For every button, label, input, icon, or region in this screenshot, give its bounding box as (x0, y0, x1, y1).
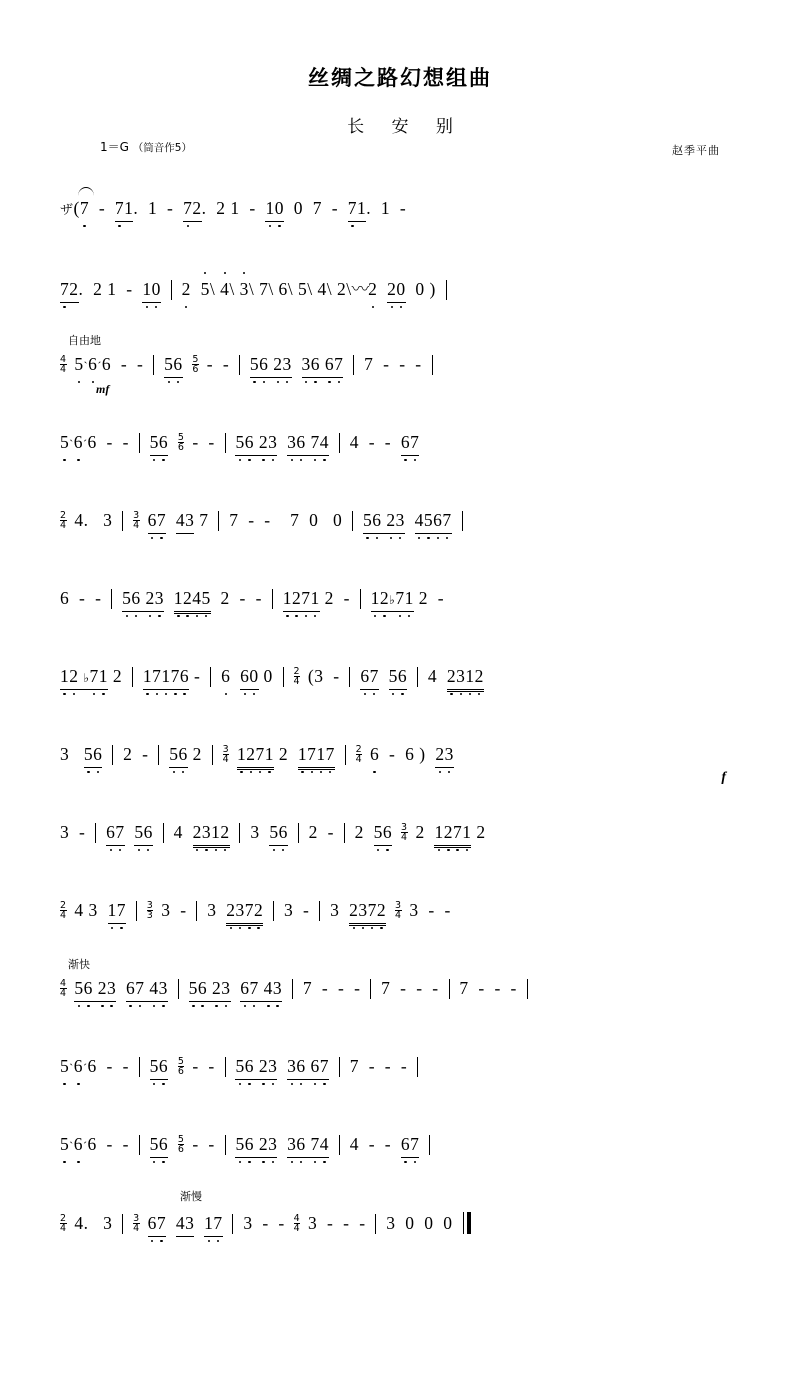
key-signature-note: （筒音作5） (132, 142, 192, 154)
score-notes-line: $\frac{2}{4}$ 4 3 17 $\frac{3}{3}$ 3 - 3 2372 3 - 3 2372 $\frac{3}{4}$ 3 - - (60, 900, 750, 926)
final-barline (463, 1212, 471, 1239)
tempo-marking: 自由地 (68, 334, 101, 347)
score-system (60, 1190, 750, 1268)
score-notes-line: $\frac{2}{4}$ 4. 3 $\frac{3}{4}$ 67 43 17 3 - - $\frac{4}{4}$ 3 - - - 3 0 0 0 (60, 1212, 750, 1239)
time-signature: $\frac{2}{4}$ (60, 510, 67, 532)
score-notes-line: 3 - 67 56 4 2312 3 56 2 - 2 56 $\frac{3}{4}$ 2 1271 2 (60, 822, 750, 848)
key-signature-value: 1＝G (100, 140, 129, 154)
time-signature: $\frac{3}{3}$ (146, 900, 154, 922)
score-notes-line: 6 - - 56 23 1245 2 - - 1271 2 - 12♭71 2 - (60, 588, 750, 614)
score-system (60, 644, 750, 722)
time-signature: $\frac{2}{4}$ (60, 1213, 67, 1235)
movement-subtitle: 长 安 别 (347, 117, 464, 137)
score-system (60, 410, 750, 488)
score-notes-line: 5`6´6 - - 56 $\frac{5}{6}$ - - 56 23 36 67 7 - - - (60, 1056, 750, 1080)
score-system (60, 488, 750, 566)
score-notes-line: $\frac{2}{4}$ 4. 3 $\frac{3}{4}$ 67 43 7 7 - - 7 0 0 56 23 4567 (60, 510, 750, 534)
time-signature: $\frac{4}{4}$ (293, 1213, 301, 1235)
key-signature (100, 138, 192, 155)
time-signature: $\frac{3}{4}$ (222, 744, 230, 766)
score-system (60, 176, 750, 254)
time-signature: $\frac{4}{4}$ (60, 978, 67, 1000)
composer-credit: 赵季平曲 (672, 144, 720, 157)
score-system (60, 722, 750, 800)
tempo-marking: 渐快 (68, 958, 90, 971)
dynamic-marking: mf (96, 382, 110, 396)
score-system (60, 878, 750, 956)
score-notes-line: $\frac{4}{4}$ 56 23 67 43 56 23 67 43 7 - - - 7 - - - 7 - - - (60, 978, 750, 1002)
score-notes-line: 72. 2 1 - 10 2 5\ 4\ 3\ 7\ 6\ 5\ 4\ 2\〰2 20 0 ) (60, 276, 750, 303)
time-signature: $\frac{3}{4}$ (133, 510, 140, 532)
time-signature: $\frac{2}{4}$ (355, 744, 363, 766)
time-signature: $\frac{3}{4}$ (395, 900, 402, 922)
score-system (60, 1112, 750, 1190)
score-body (60, 176, 750, 1268)
score-system (60, 956, 750, 1034)
score-notes-line: 5`6´6 - - 56 $\frac{5}{6}$ - - 56 23 36 74 4 - - 67 (60, 432, 750, 456)
time-signature: $\frac{4}{4}$ (60, 354, 67, 376)
time-signature: $\frac{3}{4}$ (133, 1213, 140, 1235)
score-notes-line: 5`6´6 - - 56 $\frac{5}{6}$ - - 56 23 36 74 4 - - 67 (60, 1134, 750, 1158)
time-signature: $\frac{2}{4}$ (60, 900, 67, 922)
time-signature: $\frac{3}{4}$ (401, 822, 408, 844)
tempo-marking: 渐慢 (180, 1190, 202, 1203)
score-system (60, 1034, 750, 1112)
score-notes-line: $\frac{4}{4}$ 5`6´6 - - 56 $\frac{5}{6}$ - - 56 23 36 67 7 - - - (60, 354, 750, 378)
score-notes-line: 3 56 2 - 56 2 $\frac{3}{4}$ 1271 2 1717 $\frac{2}{4}$ 6 - 6 ) 23 (60, 744, 750, 770)
score-system (60, 800, 750, 878)
score-notes-line: ザ(7 - 71. 1 - 72. 2 1 - 10 0 7 - 71. 1 - (60, 198, 750, 222)
dynamic-marking: f (721, 770, 726, 785)
time-signature: $\frac{2}{4}$ (293, 666, 301, 688)
score-notes-line: 12 ♭71 2 17176 - 6 60 0 $\frac{2}{4}$ (3 - 67 56 4 2312 (60, 666, 750, 692)
score-system (60, 566, 750, 644)
page-title: 丝绸之路幻想组曲 (308, 66, 492, 90)
score-system (60, 332, 750, 410)
score-system (60, 254, 750, 332)
